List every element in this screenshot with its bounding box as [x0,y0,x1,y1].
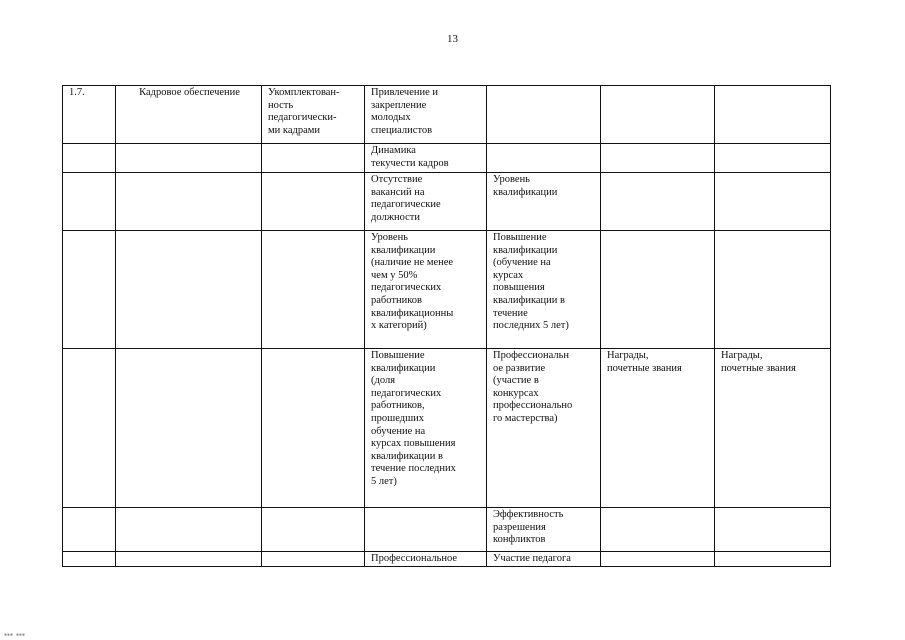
table-cell [365,173,487,231]
table-cell [487,173,601,231]
table-cell [116,552,262,567]
table-cell [116,173,262,231]
cell-text: Уровень квалификации (наличие не менее чем у 50% педагогических работников квалификационны х категорий) [371,232,454,332]
table-row [63,552,831,567]
table-cell [601,349,715,508]
table-cell [487,86,601,144]
table-cell [63,349,116,508]
table-cell [63,86,116,144]
cell-text: Эффективность разрешения конфликтов [493,509,564,546]
table-cell [63,552,116,567]
cell-text: Повышение квалификации (доля педагогических работников, прошедших обучение на курсах повышения квалификации в течение последних 5 лет) [371,350,456,487]
table-cell [116,349,262,508]
table-cell [487,231,601,349]
table-cell [116,86,262,144]
cell-text: Награды, почетные звания [607,350,682,374]
cell-text: Привлечение и закрепление молодых специалистов [371,87,438,136]
table-cell [715,508,831,552]
table-cell [365,144,487,173]
table-cell [601,231,715,349]
table-cell [365,86,487,144]
table-cell [601,508,715,552]
table-cell [262,86,365,144]
table-cell [365,349,487,508]
table-cell [601,144,715,173]
cell-text: Динамика текучести кадров [371,145,449,169]
cell-text: Повышение квалификации (обучение на курсах повышения квалификации в течение последних 5 лет) [493,232,569,332]
cell-text: Отсутствие вакансий на педагогические должности [371,174,441,223]
table-cell [262,173,365,231]
table-cell [601,86,715,144]
scan-mark: ▪▪▪ ▪▪▪ [4,632,26,638]
table-cell [365,231,487,349]
cell-text: Награды, почетные звания [721,350,796,374]
table-cell [262,552,365,567]
table-cell [116,231,262,349]
table-cell [487,349,601,508]
table-cell [116,508,262,552]
table-row [63,231,831,349]
table-cell [63,508,116,552]
cell-text: Уровень квалификации [493,174,558,198]
table-cell [63,173,116,231]
cell-text: Укомплектован- ность педагогически- ми кадрами [268,87,340,136]
table-cell [487,552,601,567]
table-row [63,349,831,508]
table-row [63,508,831,552]
table-cell [63,231,116,349]
table-cell [262,349,365,508]
table-row [63,86,831,144]
table-cell [715,144,831,173]
cell-text: Участие педагога [493,553,571,564]
cell-text: Профессиональное [371,553,458,564]
table-cell [262,231,365,349]
table-cell [365,508,487,552]
page-number: 13 [447,33,458,45]
table-cell [715,173,831,231]
table-cell [487,144,601,173]
table-cell [715,552,831,567]
table-cell [262,508,365,552]
table-cell [365,552,487,567]
cell-text: Профессиональн ое развитие (участие в конкурсах профессионально го мастерства) [493,350,573,424]
table-cell [601,552,715,567]
table-cell [715,349,831,508]
table-row [63,144,831,173]
table-cell [715,86,831,144]
table-cell [262,144,365,173]
table-cell [116,144,262,173]
table-cell [715,231,831,349]
table-cell [601,173,715,231]
criteria-table [62,85,831,567]
cell-text: 1.7. [69,87,85,98]
table-cell [63,144,116,173]
cell-text: Кадровое обеспечение [139,87,240,98]
table-cell [487,508,601,552]
table-row [63,173,831,231]
